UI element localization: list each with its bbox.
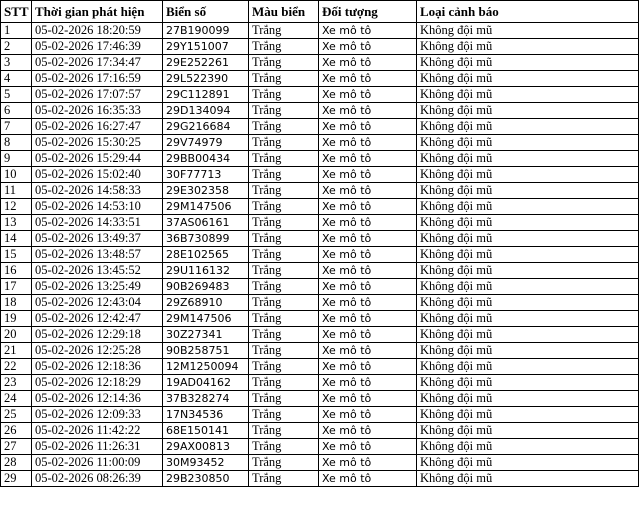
cell-plate-number: 90B258751 <box>163 343 249 359</box>
cell-stt: 18 <box>1 295 32 311</box>
cell-object-type: Xe mô tô <box>319 23 417 39</box>
cell-object-type: Xe mô tô <box>319 391 417 407</box>
cell-object-type: Xe mô tô <box>319 135 417 151</box>
cell-detected-time: 05-02-2026 13:48:57 <box>32 247 163 263</box>
cell-plate-number: 29V74979 <box>163 135 249 151</box>
table-row <box>1 375 639 391</box>
cell-object-type: Xe mô tô <box>319 199 417 215</box>
cell-alert-type: Không đội mũ <box>417 167 639 183</box>
cell-object-type: Xe mô tô <box>319 375 417 391</box>
cell-detected-time: 05-02-2026 12:29:18 <box>32 327 163 343</box>
cell-plate-number: 29B230850 <box>163 471 249 487</box>
cell-plate-number: 29BB00434 <box>163 151 249 167</box>
cell-alert-type: Không đội mũ <box>417 55 639 71</box>
cell-stt: 5 <box>1 87 32 103</box>
cell-stt: 11 <box>1 183 32 199</box>
cell-plate-color: Trắng <box>249 391 319 407</box>
header-detected-time: Thời gian phát hiện <box>32 1 163 23</box>
cell-plate-color: Trắng <box>249 279 319 295</box>
cell-stt: 21 <box>1 343 32 359</box>
header-stt: STT <box>1 1 32 23</box>
cell-object-type: Xe mô tô <box>319 359 417 375</box>
cell-alert-type: Không đội mũ <box>417 103 639 119</box>
cell-plate-number: 29G216684 <box>163 119 249 135</box>
cell-stt: 10 <box>1 167 32 183</box>
cell-plate-color: Trắng <box>249 327 319 343</box>
cell-stt: 24 <box>1 391 32 407</box>
cell-plate-color: Trắng <box>249 167 319 183</box>
cell-object-type: Xe mô tô <box>319 439 417 455</box>
cell-detected-time: 05-02-2026 17:16:59 <box>32 71 163 87</box>
cell-stt: 17 <box>1 279 32 295</box>
table-header-row <box>1 1 639 23</box>
cell-plate-color: Trắng <box>249 231 319 247</box>
cell-stt: 4 <box>1 71 32 87</box>
table-row <box>1 183 639 199</box>
cell-detected-time: 05-02-2026 13:25:49 <box>32 279 163 295</box>
header-plate-number: Biển số <box>163 1 249 23</box>
table-row <box>1 407 639 423</box>
table-row <box>1 119 639 135</box>
cell-object-type: Xe mô tô <box>319 71 417 87</box>
cell-plate-color: Trắng <box>249 199 319 215</box>
cell-plate-number: 29L522390 <box>163 71 249 87</box>
cell-alert-type: Không đội mũ <box>417 231 639 247</box>
cell-alert-type: Không đội mũ <box>417 295 639 311</box>
cell-plate-color: Trắng <box>249 311 319 327</box>
table-body <box>1 23 639 487</box>
table-row <box>1 167 639 183</box>
cell-detected-time: 05-02-2026 12:18:36 <box>32 359 163 375</box>
cell-plate-color: Trắng <box>249 455 319 471</box>
table-row <box>1 199 639 215</box>
cell-plate-color: Trắng <box>249 87 319 103</box>
table-row <box>1 39 639 55</box>
table-row <box>1 311 639 327</box>
cell-plate-number: 36B730899 <box>163 231 249 247</box>
cell-plate-number: 29E252261 <box>163 55 249 71</box>
cell-object-type: Xe mô tô <box>319 343 417 359</box>
cell-stt: 12 <box>1 199 32 215</box>
table-row <box>1 71 639 87</box>
cell-alert-type: Không đội mũ <box>417 471 639 487</box>
cell-plate-color: Trắng <box>249 215 319 231</box>
cell-object-type: Xe mô tô <box>319 279 417 295</box>
table-row <box>1 87 639 103</box>
cell-alert-type: Không đội mũ <box>417 87 639 103</box>
table-row <box>1 135 639 151</box>
cell-object-type: Xe mô tô <box>319 295 417 311</box>
cell-stt: 23 <box>1 375 32 391</box>
cell-detected-time: 05-02-2026 12:25:28 <box>32 343 163 359</box>
table-row <box>1 279 639 295</box>
cell-stt: 15 <box>1 247 32 263</box>
cell-plate-color: Trắng <box>249 119 319 135</box>
cell-plate-number: 37B328274 <box>163 391 249 407</box>
cell-stt: 9 <box>1 151 32 167</box>
cell-object-type: Xe mô tô <box>319 167 417 183</box>
cell-stt: 19 <box>1 311 32 327</box>
cell-plate-color: Trắng <box>249 423 319 439</box>
cell-plate-color: Trắng <box>249 183 319 199</box>
cell-plate-number: 17N34536 <box>163 407 249 423</box>
cell-alert-type: Không đội mũ <box>417 215 639 231</box>
table-row <box>1 455 639 471</box>
cell-object-type: Xe mô tô <box>319 183 417 199</box>
cell-detected-time: 05-02-2026 15:02:40 <box>32 167 163 183</box>
cell-alert-type: Không đội mũ <box>417 119 639 135</box>
cell-stt: 1 <box>1 23 32 39</box>
cell-alert-type: Không đội mũ <box>417 407 639 423</box>
cell-plate-number: 68E150141 <box>163 423 249 439</box>
cell-detected-time: 05-02-2026 12:09:33 <box>32 407 163 423</box>
cell-plate-color: Trắng <box>249 55 319 71</box>
cell-plate-number: 90B269483 <box>163 279 249 295</box>
table-row <box>1 231 639 247</box>
table-row <box>1 215 639 231</box>
cell-detected-time: 05-02-2026 12:42:47 <box>32 311 163 327</box>
cell-detected-time: 05-02-2026 17:46:39 <box>32 39 163 55</box>
cell-object-type: Xe mô tô <box>319 455 417 471</box>
header-alert-type: Loại cảnh báo <box>417 1 639 23</box>
cell-alert-type: Không đội mũ <box>417 199 639 215</box>
table-row <box>1 327 639 343</box>
table-row <box>1 151 639 167</box>
cell-detected-time: 05-02-2026 08:26:39 <box>32 471 163 487</box>
cell-detected-time: 05-02-2026 11:26:31 <box>32 439 163 455</box>
cell-plate-number: 29C112891 <box>163 87 249 103</box>
cell-detected-time: 05-02-2026 11:42:22 <box>32 423 163 439</box>
cell-stt: 27 <box>1 439 32 455</box>
cell-plate-color: Trắng <box>249 407 319 423</box>
cell-plate-number: 29Z68910 <box>163 295 249 311</box>
cell-plate-color: Trắng <box>249 39 319 55</box>
cell-plate-number: 29M147506 <box>163 199 249 215</box>
cell-stt: 28 <box>1 455 32 471</box>
cell-object-type: Xe mô tô <box>319 87 417 103</box>
cell-object-type: Xe mô tô <box>319 471 417 487</box>
cell-detected-time: 05-02-2026 15:29:44 <box>32 151 163 167</box>
cell-plate-number: 29AX00813 <box>163 439 249 455</box>
cell-stt: 20 <box>1 327 32 343</box>
table-row <box>1 423 639 439</box>
header-plate-color: Màu biển <box>249 1 319 23</box>
cell-alert-type: Không đội mũ <box>417 39 639 55</box>
cell-plate-number: 29M147506 <box>163 311 249 327</box>
table-row <box>1 471 639 487</box>
cell-plate-number: 29D134094 <box>163 103 249 119</box>
cell-detected-time: 05-02-2026 16:27:47 <box>32 119 163 135</box>
table-row <box>1 55 639 71</box>
cell-alert-type: Không đội mũ <box>417 279 639 295</box>
cell-plate-number: 12M1250094 <box>163 359 249 375</box>
table-row <box>1 263 639 279</box>
cell-plate-color: Trắng <box>249 151 319 167</box>
cell-plate-number: 30Z27341 <box>163 327 249 343</box>
cell-plate-color: Trắng <box>249 135 319 151</box>
cell-object-type: Xe mô tô <box>319 215 417 231</box>
cell-detected-time: 05-02-2026 17:07:57 <box>32 87 163 103</box>
cell-object-type: Xe mô tô <box>319 311 417 327</box>
cell-alert-type: Không đội mũ <box>417 23 639 39</box>
cell-detected-time: 05-02-2026 14:53:10 <box>32 199 163 215</box>
cell-object-type: Xe mô tô <box>319 39 417 55</box>
table-row <box>1 295 639 311</box>
cell-plate-number: 19AD04162 <box>163 375 249 391</box>
cell-plate-number: 29Y151007 <box>163 39 249 55</box>
cell-plate-color: Trắng <box>249 71 319 87</box>
cell-stt: 26 <box>1 423 32 439</box>
cell-object-type: Xe mô tô <box>319 119 417 135</box>
cell-alert-type: Không đội mũ <box>417 423 639 439</box>
cell-alert-type: Không đội mũ <box>417 247 639 263</box>
cell-alert-type: Không đội mũ <box>417 311 639 327</box>
cell-plate-color: Trắng <box>249 23 319 39</box>
cell-detected-time: 05-02-2026 14:58:33 <box>32 183 163 199</box>
cell-alert-type: Không đội mũ <box>417 455 639 471</box>
cell-plate-number: 37AS06161 <box>163 215 249 231</box>
cell-alert-type: Không đội mũ <box>417 391 639 407</box>
table-row <box>1 23 639 39</box>
table-row <box>1 103 639 119</box>
cell-plate-number: 30M93452 <box>163 455 249 471</box>
cell-plate-color: Trắng <box>249 439 319 455</box>
cell-stt: 22 <box>1 359 32 375</box>
cell-detected-time: 05-02-2026 13:49:37 <box>32 231 163 247</box>
cell-object-type: Xe mô tô <box>319 103 417 119</box>
cell-plate-number: 28E102565 <box>163 247 249 263</box>
cell-object-type: Xe mô tô <box>319 247 417 263</box>
cell-plate-number: 30F77713 <box>163 167 249 183</box>
table-row <box>1 343 639 359</box>
cell-object-type: Xe mô tô <box>319 231 417 247</box>
cell-stt: 25 <box>1 407 32 423</box>
cell-alert-type: Không đội mũ <box>417 151 639 167</box>
cell-plate-color: Trắng <box>249 471 319 487</box>
cell-object-type: Xe mô tô <box>319 263 417 279</box>
cell-alert-type: Không đội mũ <box>417 375 639 391</box>
table-row <box>1 439 639 455</box>
cell-plate-color: Trắng <box>249 359 319 375</box>
cell-detected-time: 05-02-2026 12:43:04 <box>32 295 163 311</box>
cell-alert-type: Không đội mũ <box>417 183 639 199</box>
cell-plate-number: 27B190099 <box>163 23 249 39</box>
cell-detected-time: 05-02-2026 18:20:59 <box>32 23 163 39</box>
cell-alert-type: Không đội mũ <box>417 439 639 455</box>
cell-plate-number: 29U116132 <box>163 263 249 279</box>
cell-stt: 3 <box>1 55 32 71</box>
cell-detected-time: 05-02-2026 15:30:25 <box>32 135 163 151</box>
cell-object-type: Xe mô tô <box>319 423 417 439</box>
header-object-type: Đối tượng <box>319 1 417 23</box>
cell-stt: 6 <box>1 103 32 119</box>
cell-detected-time: 05-02-2026 12:18:29 <box>32 375 163 391</box>
cell-stt: 29 <box>1 471 32 487</box>
cell-alert-type: Không đội mũ <box>417 135 639 151</box>
cell-plate-color: Trắng <box>249 247 319 263</box>
cell-stt: 2 <box>1 39 32 55</box>
cell-detected-time: 05-02-2026 13:45:52 <box>32 263 163 279</box>
cell-plate-number: 29E302358 <box>163 183 249 199</box>
cell-detected-time: 05-02-2026 11:00:09 <box>32 455 163 471</box>
cell-detected-time: 05-02-2026 12:14:36 <box>32 391 163 407</box>
cell-stt: 7 <box>1 119 32 135</box>
cell-alert-type: Không đội mũ <box>417 327 639 343</box>
cell-alert-type: Không đội mũ <box>417 359 639 375</box>
cell-object-type: Xe mô tô <box>319 327 417 343</box>
cell-stt: 16 <box>1 263 32 279</box>
table-row <box>1 391 639 407</box>
cell-alert-type: Không đội mũ <box>417 71 639 87</box>
cell-plate-color: Trắng <box>249 263 319 279</box>
cell-object-type: Xe mô tô <box>319 55 417 71</box>
cell-plate-color: Trắng <box>249 375 319 391</box>
cell-stt: 13 <box>1 215 32 231</box>
cell-detected-time: 05-02-2026 17:34:47 <box>32 55 163 71</box>
cell-alert-type: Không đội mũ <box>417 343 639 359</box>
cell-detected-time: 05-02-2026 16:35:33 <box>32 103 163 119</box>
cell-object-type: Xe mô tô <box>319 151 417 167</box>
cell-plate-color: Trắng <box>249 295 319 311</box>
cell-plate-color: Trắng <box>249 343 319 359</box>
table-row <box>1 247 639 263</box>
cell-detected-time: 05-02-2026 14:33:51 <box>32 215 163 231</box>
cell-object-type: Xe mô tô <box>319 407 417 423</box>
cell-plate-color: Trắng <box>249 103 319 119</box>
table-row <box>1 359 639 375</box>
cell-alert-type: Không đội mũ <box>417 263 639 279</box>
cell-stt: 14 <box>1 231 32 247</box>
cell-stt: 8 <box>1 135 32 151</box>
